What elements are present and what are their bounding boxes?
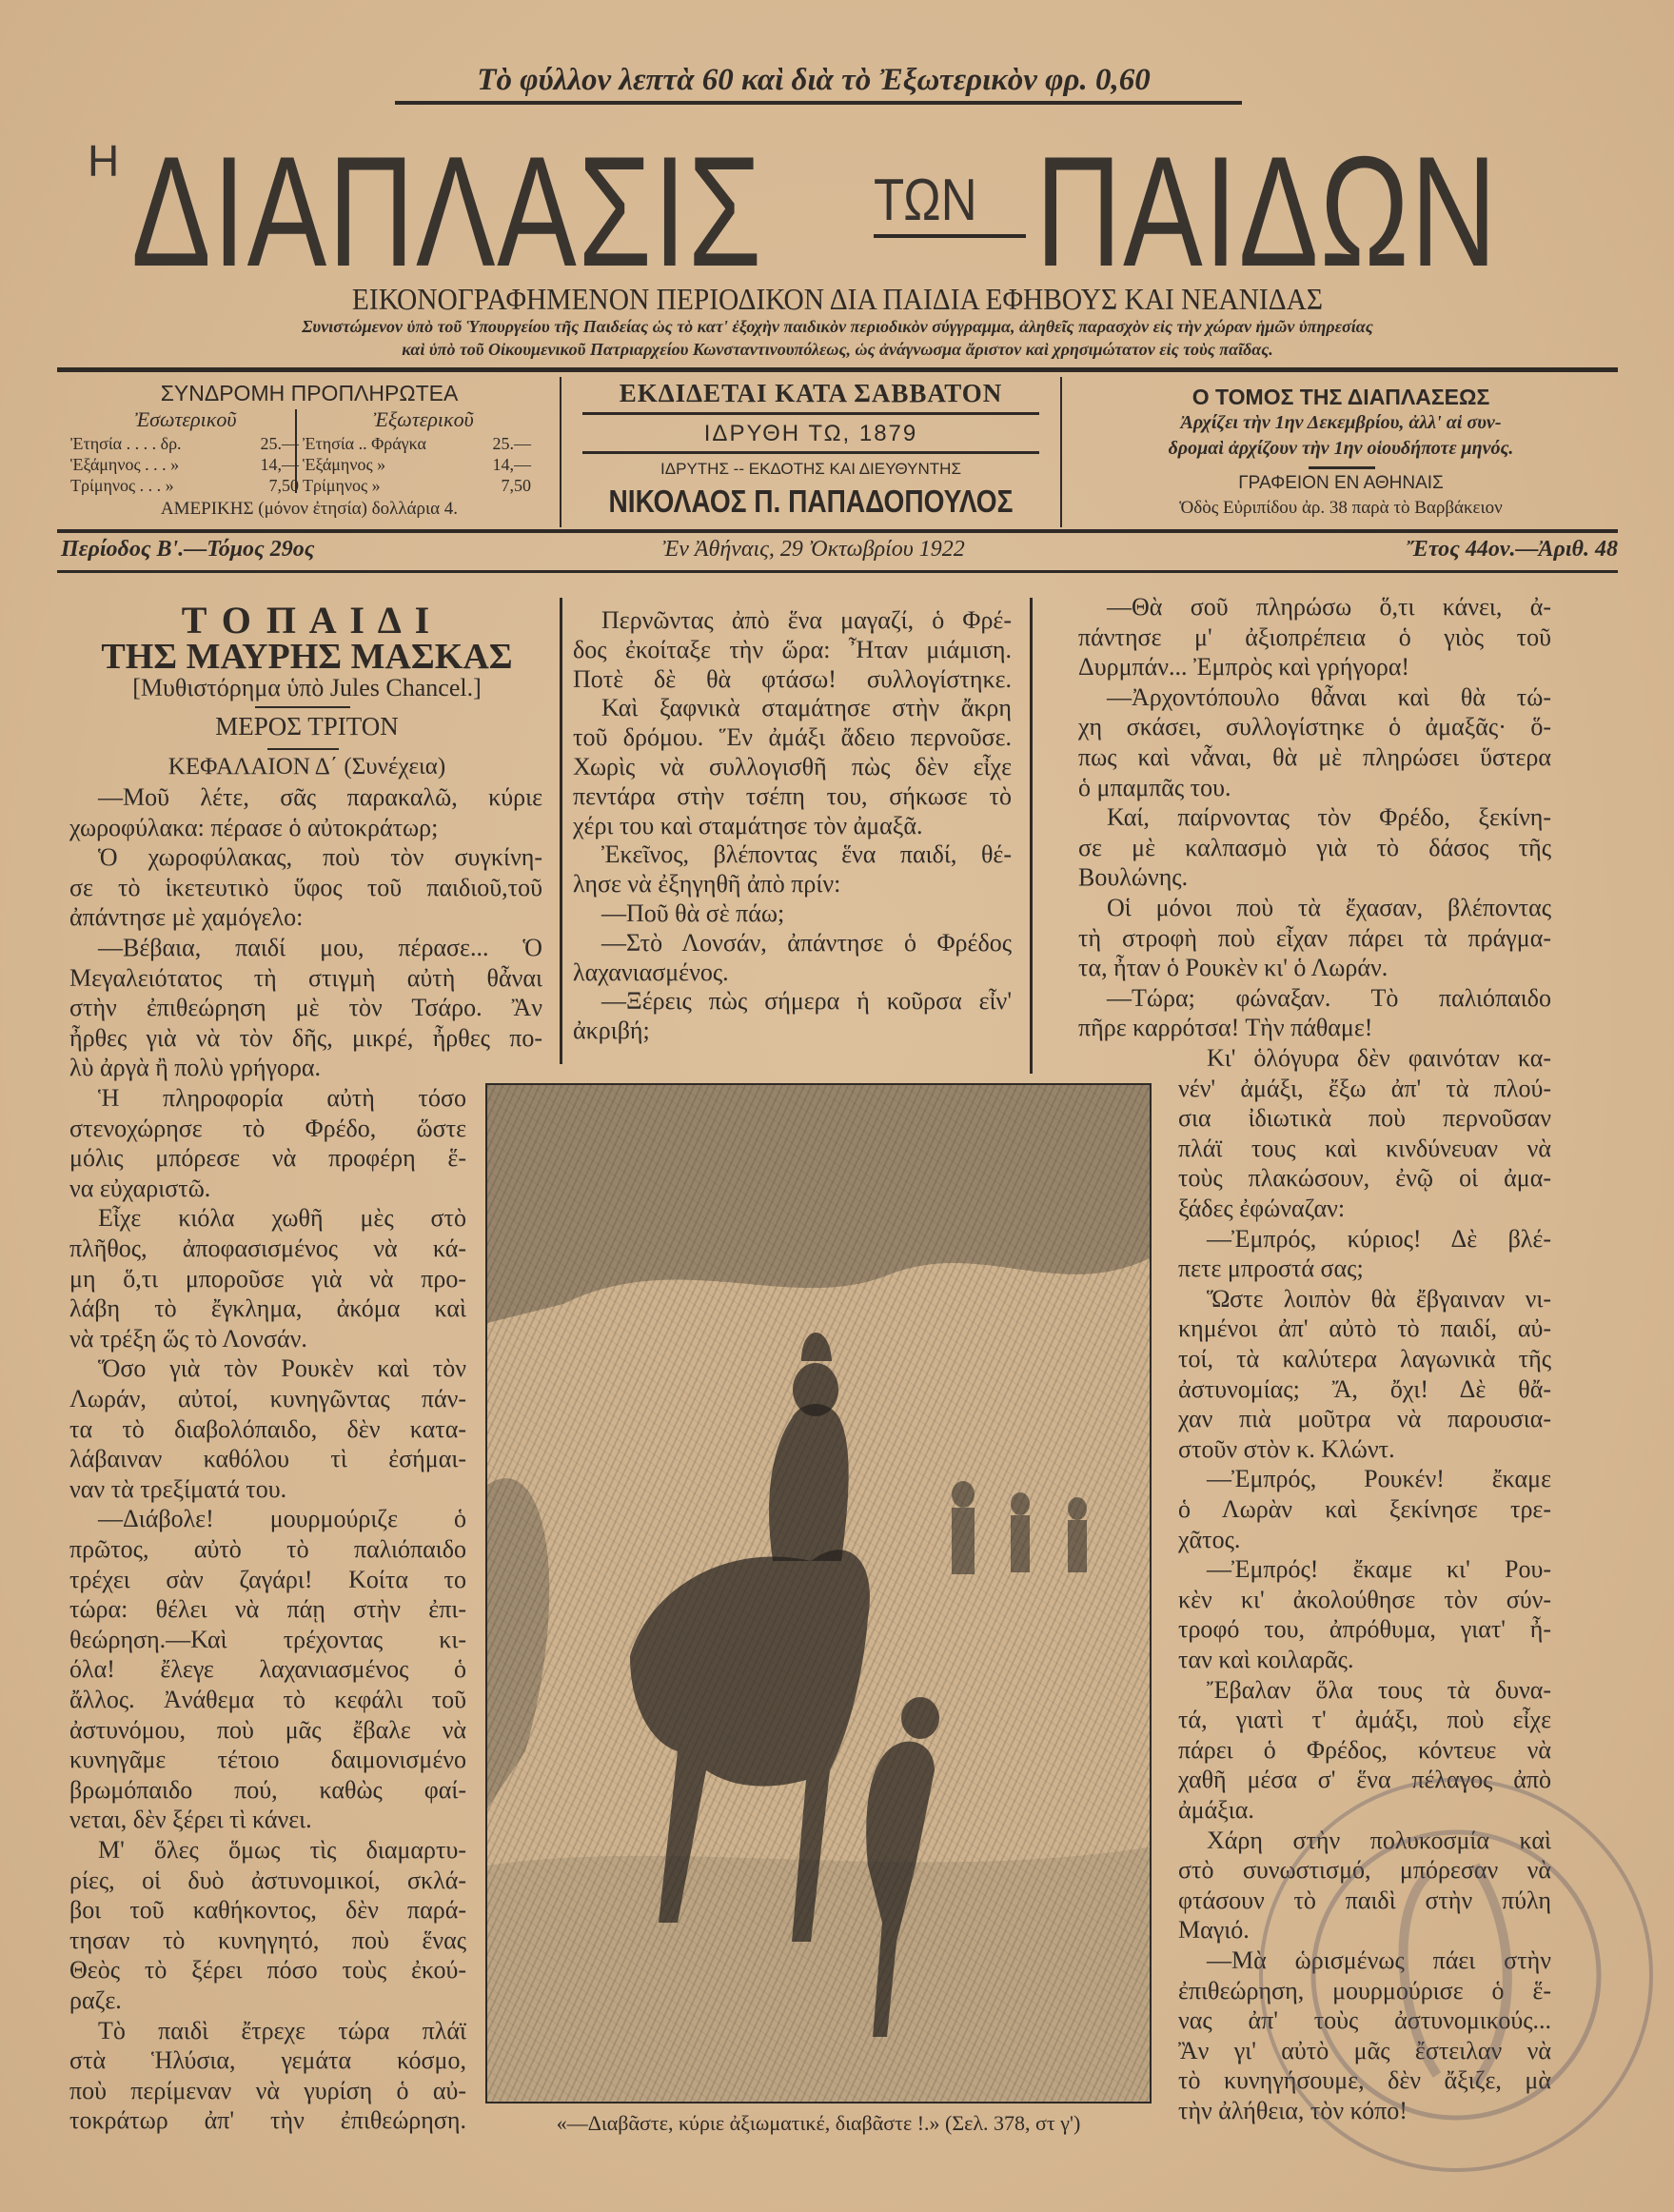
article-text-line: —Ἀρχοντόπουλο θἆναι καὶ θὰ τώ-	[1107, 682, 1551, 711]
article-text-line: τρέχει σὰν ζαγάρι! Κοίτα το	[69, 1565, 466, 1593]
article-text-line: —Θὰ σοῦ πληρώσω ὅ,τι κάνει, ἀ-	[1107, 593, 1551, 621]
volume-note-1: Ἀρχίζει τὴν 1ην Δεκεμβρίου, ἀλλ' αἱ συν-	[1180, 412, 1502, 433]
article-text-line: στοῦν στὸν κ. Κλώντ.	[1178, 1434, 1395, 1463]
article-text-line: Ἐκεῖνος, βλέποντας ἕνα παιδί, θέ-	[601, 840, 1012, 869]
founded-year: ΙΔΡΥΘΗ ΤΩ, 1879	[703, 421, 918, 446]
article-text-line: Περνῶντας ἀπὸ ἕνα μαγαζί, ὁ Φρέ-	[601, 606, 1012, 634]
article-text-line: πάντησε μ' ἀξιοπρέπεια ὁ γιὸς τοῦ	[1078, 622, 1551, 651]
article-text-line: Οἱ μόνοι ποὺ τὰ ἔχασαν, βλέποντας	[1107, 894, 1551, 921]
article-text-line: πάρει ὁ Φρέδος, κόντευε νὰ	[1178, 1735, 1551, 1764]
article-text-line: τροφό του, ἀπρόθυμα, γιατ' ἦ-	[1178, 1615, 1551, 1644]
article-text-line: Θεὸς τὸ ξέρει πόσο τοὺς ἐκού-	[69, 1956, 466, 1985]
article-part: ΜΕΡΟΣ ΤΡΙΤΟΝ	[215, 712, 399, 741]
article-text-line: —Μοῦ λέτε, σᾶς παρακαλῶ, κύριε	[98, 783, 542, 811]
article-text-line: πλάϊ τους καὶ κινδύνευαν νὰ	[1178, 1134, 1551, 1162]
article-text-line: λάβαιναν καθόλου τὶ ἐσήμαι-	[69, 1445, 466, 1473]
article-text-line: Μεγαλειότατος τὴ στιγμὴ αὐτὴ θἆναι	[69, 963, 542, 992]
foreign-period: Ἐτησία .. Φράγκα	[303, 434, 426, 453]
article-text-line: Λωράν, αὐτοί, κυνηγῶντας πάν-	[69, 1385, 466, 1412]
article-text-line: Τὸ παιδὶ ἔτρεχε τώρα πλάϊ	[98, 2016, 466, 2044]
article-text-line: ναν τὰ τρεξίματά του.	[69, 1474, 287, 1503]
domestic-label: Ἐσωτερικοῦ	[134, 407, 237, 431]
article-text-line: ὁ μπαμπᾶς του.	[1078, 773, 1231, 801]
article-text-line: χαν πιὰ μοῦτρα νὰ παρουσια-	[1178, 1405, 1551, 1433]
article-text-line: Ἡ πληροφορία αὐτὴ τόσο	[98, 1084, 466, 1112]
subscription-title: ΣΥΝΔΡΟΜΗ ΠΡΟΠΛΗΡΩΤΕΑ	[160, 381, 459, 405]
article-text-line: πεντάρα στὴν τσέπη του, σήκωσε τὸ	[573, 781, 1012, 810]
article-text-line: Κι' ὁλόγυρα δὲν φαινόταν κα-	[1207, 1044, 1551, 1072]
band-divider-1	[560, 377, 561, 527]
article-text-line: στὸ συνωστισμό, μπόρεσαν νὰ	[1178, 1856, 1551, 1885]
article-title-1: Τ Ο Π Α Ι Δ Ι	[181, 599, 433, 642]
publisher-role: ΙΔΡΥΤΗΣ -- ΕΚΔΟΤΗΣ ΚΑΙ ΔΙΕΥΘΥΝΤΗΣ	[660, 460, 961, 478]
article-text-line: ἐπιθεώρηση, μουρμούρισε ὁ ἕ-	[1178, 1976, 1551, 2005]
article-text-line: Μ' ὅλες ὅμως τὶς διαμαρτυ-	[98, 1836, 466, 1864]
masthead-article: Η	[88, 136, 120, 186]
article-text-line: Εἶχε κιόλα χωθῆ μὲς στὸ	[98, 1204, 466, 1233]
domestic-price: 7,50	[268, 476, 299, 495]
domestic-price: 14,—	[260, 455, 299, 474]
article-text-line: Μαγιό.	[1178, 1916, 1250, 1945]
article-text-line: τοὺς πλακώσουν, ἐνῷ οἱ ἀμα-	[1178, 1164, 1551, 1193]
issue-period: Περίοδος Β'.—Τόμος 29ος	[61, 537, 315, 562]
band-divider-2	[1060, 377, 1062, 527]
article-text-line: τὴ στροφὴ ποὺ εἶχαν πάρει τὰ πράγμα-	[1078, 923, 1551, 952]
article-text-line: σια ἰδιωτικὰ ποὺ περνοῦσαν	[1178, 1104, 1551, 1133]
article-text-line: —Ποῦ θὰ σὲ πάω;	[601, 899, 785, 927]
article-text-line: μη ὅ,τι μποροῦσε γιὰ νὰ προ-	[69, 1264, 466, 1293]
article-text-line: πετε μπροστά σας;	[1178, 1254, 1364, 1283]
masthead-subtitle: ΕΙΚΟΝΟΓΡΑΦΗΜΕΝΟΝ ΠΕΡΙΟΔΙΚΟΝ ΔΙΑ ΠΑΙΔΙΑ ΕΦΗΒΟΥΣ ΚΑΙ ΝΕΑΝΙΔΑΣ	[351, 282, 1324, 316]
article-text-line: λάβη τὸ ἔγκλημα, ἀκόμα καὶ	[69, 1294, 466, 1323]
article-text-line: νέν' ἀμάξι, ἔξω ἀπ' τὰ πλού-	[1178, 1074, 1551, 1102]
price-line: Τὸ φύλλον λεπτὰ 60 καὶ διὰ τὸ Ἐξωτερικὸν φρ. 0,60	[477, 63, 1151, 97]
article-text-line: τώρα: θέλει νὰ πάῃ στὴν ἐπι-	[69, 1595, 466, 1624]
article-text-line: ξάδες ἐφώναζαν:	[1178, 1195, 1346, 1222]
article-text-line: λὺ ἀργὰ ἢ πολὺ γρήγορα.	[69, 1054, 322, 1082]
article-text-line: ἀμάξια.	[1178, 1796, 1254, 1824]
masthead-word-diaplasis: ΔΙΑΠΛΑΣΙΣ	[131, 124, 763, 299]
foreign-price: 14,—	[492, 455, 531, 474]
article-text-line: κὲν κι' ἀκολούθησε τὸν σύν-	[1178, 1585, 1551, 1613]
article-text-line: Βουλώνης.	[1078, 863, 1189, 892]
article-text-line: Χάρη στὴν πολυκοσμία καὶ	[1207, 1826, 1551, 1854]
article-text-line: λαχανιασμένος.	[573, 958, 729, 986]
article-text-line: ἄλλος. Ἀνάθεμα τὸ κεφάλι τοῦ	[69, 1686, 466, 1713]
article-text-line: ὁ Λωρὰν καὶ ξεκίνησε τρε-	[1178, 1495, 1551, 1523]
article-text-line: Ὥστε λοιπὸν θὰ ἔβγαιναν νι-	[1207, 1284, 1551, 1313]
article-text-line: τα, ἦταν ὁ Ρουκὲν κι' ὁ Λωράν.	[1078, 954, 1388, 982]
article-text-line: κημένοι ἀπ' αὐτὸ τὸ παιδί, αὐ-	[1178, 1314, 1551, 1343]
article-text-line: πρῶτος, αὐτὸ τὸ παλιόπαιδο	[69, 1535, 466, 1563]
article-text-line: ἦρθες γιὰ νὰ τὸν δῆς, μικρέ, ἦρθες πο-	[69, 1023, 542, 1052]
article-text-line: —Βέβαια, παιδί μου, πέρασε... Ὁ	[98, 934, 542, 961]
article-text-line: χέρι του καὶ σταμάτησε τὸν ἀμαξᾶ.	[573, 811, 923, 839]
publisher-name: ΝΙΚΟΛΑΟΣ Π. ΠΑΠΑΔΟΠΟΥΛΟΣ	[608, 484, 1014, 519]
article-text-line: στὰ Ἡλύσια, γεμάτα κόσμο,	[69, 2046, 466, 2075]
article-text-line: τοί, τὰ καλύτερα λαγωνικὰ τῆς	[1178, 1345, 1551, 1373]
masthead-ton-underline	[874, 234, 1026, 238]
issue-date: Ἐν Ἀθήναις, 29 Ὀκτωβρίου 1922	[662, 537, 965, 562]
article-text-line: χη σκάσει, συλλογίστηκε ὁ ἀμαξᾶς· ὅ-	[1078, 713, 1551, 741]
article-text-line: ρίες, οἱ δυὸ ἀστυνομικοί, σκλά-	[69, 1866, 466, 1894]
foreign-period: Ἑξάμηνος »	[303, 455, 386, 474]
domestic-period: Ἐτησία . . . . δρ.	[70, 434, 182, 453]
article-title-2: ΤΗΣ ΜΑΥΡΗΣ ΜΑΣΚΑΣ	[101, 637, 513, 677]
article-text-line: —Ἐμπρός, κύριος! Δὲ βλέ-	[1207, 1224, 1551, 1253]
article-text-line: Καὶ ξαφνικὰ σταμάτησε στὴν ἄκρη	[601, 694, 1012, 722]
article-text-line: βρωμόπαιδο πού, καθὼς φαί-	[69, 1775, 466, 1804]
article-text-line: —Ἐμπρός, Ρουκέν! ἔκαμε	[1207, 1465, 1551, 1493]
article-text-line: τα τὸ διαβολόπαιδο, δὲν κατα-	[69, 1414, 466, 1443]
column-divider-1	[560, 598, 562, 1064]
article-text-line: Ποτὲ δὲ θὰ φτάσω! συλλογίστηκε.	[573, 664, 1012, 693]
foreign-label: Ἐξωτερικοῦ	[373, 407, 474, 431]
article-text-line: Ἔβαλαν ὅλα τους τὰ δυνα-	[1207, 1675, 1551, 1704]
article-text-line: Ἂν γι' αὐτὸ μᾶς ἔστειλαν νὰ	[1178, 2036, 1551, 2064]
article-text-line: ἀστυνομίας; Ἄ, ὄχι! Δὲ θἄ-	[1178, 1374, 1551, 1403]
article-text-line: —Τώρα; φώναξαν. Τὸ παλιόπαιδο	[1107, 983, 1551, 1012]
masthead-note-1: Συνιστώμενον ὑπὸ τοῦ Ὑπουργείου τῆς Παιδείας ὡς τὸ κατ' ἐξοχὴν παιδικὸν περιοδικὸν σύγγραμμα, ἀληθεῖς παρασχὸν εἰς τὴν χώραν ἡμῶν ὑπηρεσίας	[302, 317, 1373, 336]
article-text-line: χᾶτος.	[1178, 1525, 1241, 1553]
article-text-line: δος ἐκοίταξε τὴν ὥρα: Ἦταν μιάμιση.	[573, 635, 1012, 663]
article-text-line: τησαν τὸ κυνηγητό, ποὺ ἕνας	[69, 1926, 466, 1954]
office-address: Ὁδὸς Εὐριπίδου ἀρ. 38 παρὰ τὸ Βαρβάκειον	[1179, 498, 1503, 518]
library-stamp-seal	[1237, 1770, 1674, 2189]
masthead-word-paidon: ΠΑΙΔΩΝ	[1035, 124, 1499, 299]
article-text-line: τὸ κυνηγήσουμε, δὲν ἄξιζε, μὰ	[1178, 2066, 1551, 2095]
article-text-line: χωροφύλακα: πέρασε ὁ αὐτοκράτωρ;	[69, 813, 439, 841]
article-text-line: τά, γιατὶ τ' ἀμάξι, ποὺ εἶχε	[1178, 1706, 1551, 1734]
article-text-line: Δυρμπάν... Ἐμπρὸς καὶ γρήγορα!	[1078, 653, 1410, 681]
article-text-line: τοκράτωρ ἀπ' τὴν ἐπιθεώρηση.	[69, 2106, 466, 2135]
article-text-line: θεώρηση.—Καὶ τρέχοντας κι-	[69, 1625, 466, 1653]
band-top-rule	[57, 367, 1618, 372]
column-divider-2	[1030, 598, 1033, 1074]
article-text-line: σε μὲ καλπασμὸ γιὰ τὸ δάσος τῆς	[1078, 833, 1551, 861]
issued-saturday: ΕΚΔΙΔΕΤΑΙ ΚΑΤΑ ΣΑΒΒΑΤΟΝ	[619, 379, 1003, 407]
article-text-line: —Ἐμπρός! ἔκαμε κι' Ρου-	[1207, 1555, 1551, 1584]
article-text-line: τοῦ δρόμου. Ἕν ἀμάξι ἄδειο περνοῦσε.	[573, 723, 1012, 752]
article-text-line: ποὺ περίμεναν νὰ γυρίση ὁ αὐ-	[69, 2076, 466, 2104]
price-underline	[395, 101, 1242, 105]
article-text-line: ἀπάντησε μὲ χαμόγελο:	[69, 903, 304, 932]
article-text-line: Ὅσο γιὰ τὸν Ρουκὲν καὶ τὸν	[98, 1354, 466, 1383]
foreign-period: Τρίμηνος »	[303, 476, 381, 495]
article-text-line: —Μὰ ὡρισμένως πάει στὴν	[1207, 1946, 1551, 1974]
article-text-line: —Διάβολε! μουρμούριζε ὁ	[98, 1505, 466, 1533]
article-text-line: στενοχώρησε τὸ Φρέδο, ὥστε	[69, 1114, 466, 1142]
article-text-line: ἀκριβή;	[573, 1017, 650, 1045]
publisher-rule-2	[582, 451, 1039, 454]
article-text-line: νὰ τρέξη ὥς τὸ Λονσάν.	[69, 1324, 307, 1353]
article-text-line: Καί, παίρνοντας τὸν Φρέδο, ξεκίνη-	[1107, 803, 1551, 832]
office-title: ΓΡΑΦΕΙΟΝ ΕΝ ΑΘΗΝΑΙΣ	[1238, 473, 1444, 493]
domestic-period: Ἑξάμηνος . . . »	[70, 455, 180, 474]
publisher-rule-1	[582, 412, 1039, 415]
masthead-note-2: καὶ ὑπὸ τοῦ Οἰκουμενικοῦ Πατριαρχείου Κωνσταντινουπόλεως, ὡς ἀνάγνωσμα ἄριστον καὶ χρησιμώτατον εἰς τοὺς παῖδας.	[402, 340, 1273, 359]
article-text-line: κυνηγᾶμε τέτοιο δαιμονισμένο	[69, 1746, 466, 1774]
foreign-price: 25.—	[492, 434, 531, 453]
article-text-line: όλα! ἔλεγε λαχανιασμένος ὁ	[69, 1655, 466, 1684]
article-text-line: φτάσουν τὸ παιδὶ στὴν πύλη	[1178, 1886, 1551, 1914]
illustration-horseman-engraving	[485, 1083, 1152, 2103]
article-text-line: ἀστυνόμου, ποὺ μᾶς ἔβαλε νὰ	[69, 1715, 466, 1744]
engraving-drawing	[487, 1085, 1152, 2103]
article-text-line: πως καὶ νἆναι, θὰ μὲ πληρώσει ὕστερα	[1078, 743, 1551, 771]
article-text-line: —Ξέρεις πὼς σήμερα ἡ κοῦρσα εἶν'	[601, 987, 1012, 1016]
article-text-line: τὴν ἀλήθεια, τὸν κόπο!	[1178, 2097, 1408, 2124]
article-text-line: σε τὸ ἱκετευτικὸ ὕφος τοῦ παιδιοῦ,τοῦ	[69, 873, 542, 901]
domestic-period: Τρίμηνος . . . »	[70, 476, 174, 495]
article-chapter: ΚΕΦΑΛΑΙΟΝ Δ΄ (Συνέχεια)	[167, 754, 446, 780]
article-text-line: να εὐχαριστῶ.	[69, 1174, 211, 1202]
heading-rule-1	[255, 706, 350, 708]
article-text-line: ταν καὶ κοιλαρᾶς.	[1178, 1646, 1354, 1673]
illustration-caption: «—Διαβᾶστε, κύριε ἀξιωματικέ, διαβᾶστε !.» (Σελ. 378, στ γ')	[556, 2111, 1081, 2135]
volume-title: Ο ΤΟΜΟΣ ΤΗΣ ΔΙΑΠΛΑΣΕΩΣ	[1191, 385, 1490, 409]
heading-rule-2	[267, 748, 339, 750]
article-text-line: χαθῆ μέσα σ' ἕνα πέλαγος ἀπὸ	[1178, 1766, 1551, 1794]
america-price: ΑΜΕΡΙΚΗΣ (μόνον ἐτησία) δολλάρια 4.	[160, 499, 459, 519]
article-text-line: ραζε.	[69, 1986, 122, 2014]
date-rule	[57, 570, 1618, 573]
article-text-line: νεται, δὲν ξέρει τὶ κάνει.	[69, 1806, 312, 1834]
issue-number: Ἔτος 44ον.—Ἀριθ. 48	[1406, 537, 1618, 562]
article-text-line: πῆρε καρρότσα! Τὴν πάθαμε!	[1078, 1014, 1373, 1042]
article-text-line: πλῆθος, ἀποφασισμένος νὰ κά-	[69, 1234, 466, 1262]
article-text-line: στὴν ἐπιθεώρηση μὲ τὸν Τσάρο. Ἂν	[69, 994, 542, 1022]
article-text-line: Χωρὶς νὰ συλλογισθῆ πὼς δὲν εἶχε	[573, 753, 1012, 780]
article-text-line: —Στὸ Λονσάν, ἀπάντησε ὁ Φρέδος	[601, 928, 1012, 957]
band-bottom-rule	[57, 529, 1618, 533]
article-text-line: μόλις μπόρεσε νὰ προφέρη ἕ-	[69, 1144, 466, 1173]
article-byline: [Μυθιστόρημα ὑπὸ Jules Chancel.]	[132, 674, 482, 701]
article-text-line: νας ἀπ' τοὺς ἀστυνομικούς...	[1178, 2006, 1551, 2035]
domestic-price: 25.—	[260, 434, 299, 453]
foreign-price: 7,50	[501, 476, 531, 495]
volume-rule	[1309, 466, 1375, 469]
article-text-line: λησε νὰ ἐξηγηθῆ ἀπὸ πρίν:	[573, 870, 841, 899]
masthead-word-ton: ΤΩΝ	[874, 168, 977, 233]
article-text-line: βοι τοῦ καθήκοντος, δὲν παρά-	[69, 1896, 466, 1925]
volume-note-2: δρομαὶ ἀρχίζουν τὴν 1ην οἱουδήποτε μηνός.	[1168, 438, 1514, 459]
article-text-line: Ὁ χωροφύλακας, ποὺ τὸν συγκίνη-	[98, 843, 542, 872]
